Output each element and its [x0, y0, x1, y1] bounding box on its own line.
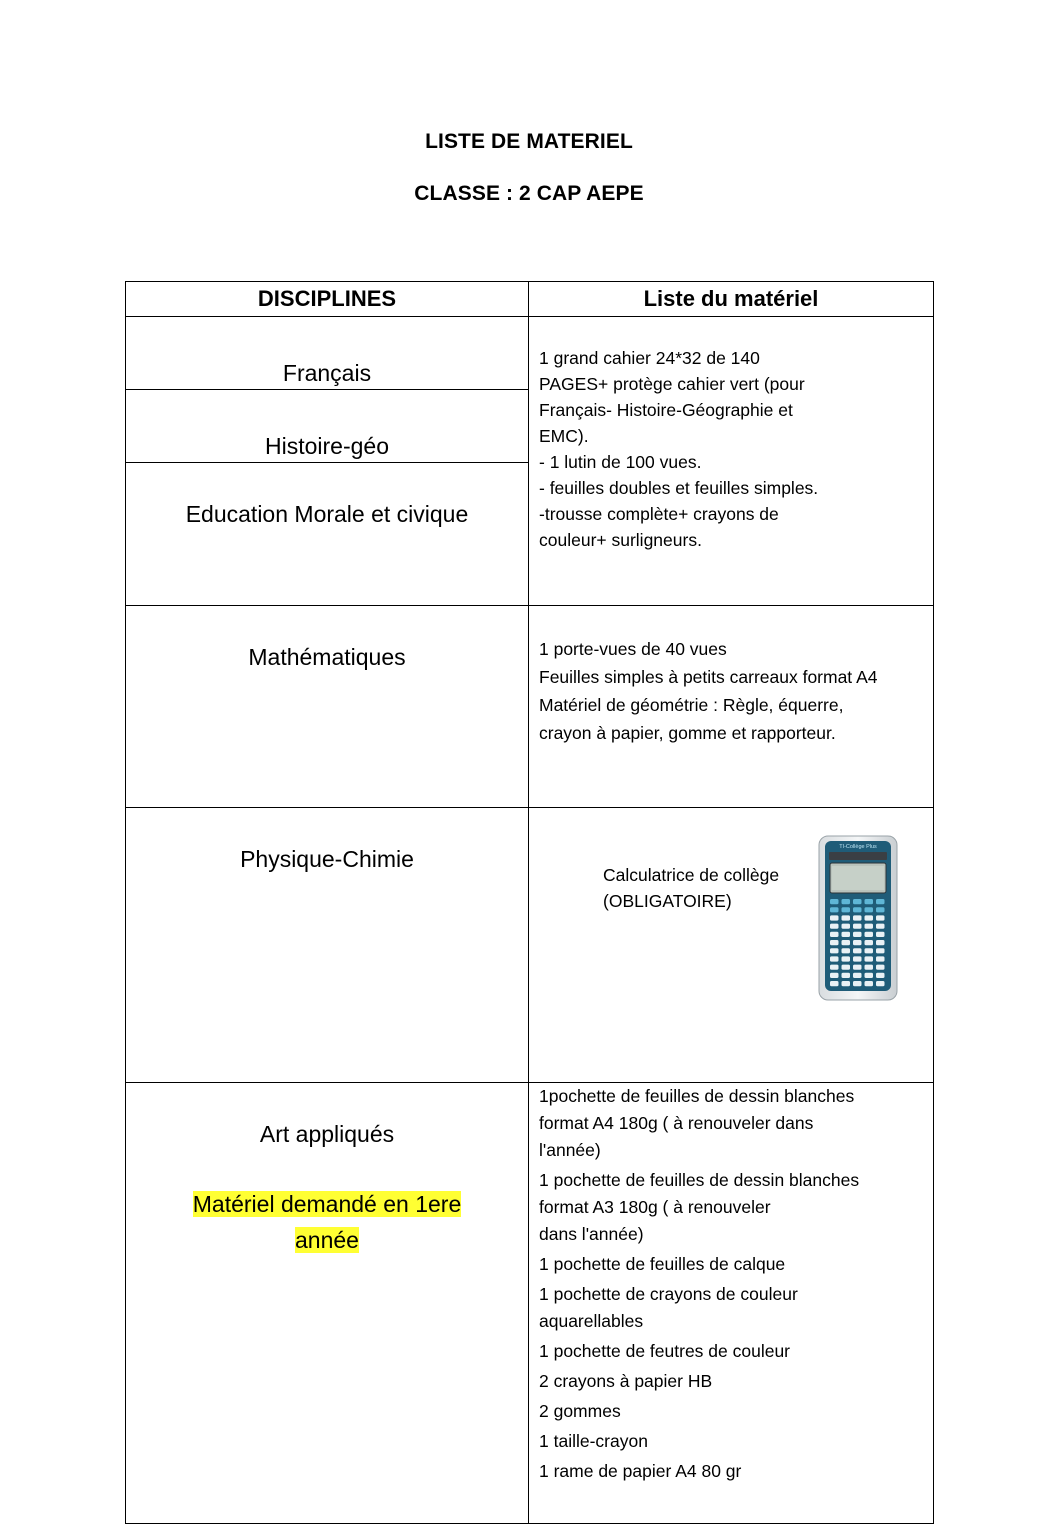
calculator-key	[876, 915, 885, 920]
list-item: - feuilles doubles et feuilles simples.	[539, 478, 819, 498]
calculator-key	[876, 899, 885, 904]
header-disciplines: DISCIPLINES	[126, 282, 529, 317]
discipline-histoire-geo: Histoire-géo	[126, 390, 529, 463]
calculator-key	[830, 924, 839, 929]
calculator-key	[842, 932, 851, 937]
calculator-key	[853, 965, 862, 970]
list-item: (OBLIGATOIRE)	[603, 891, 732, 911]
calculator-key	[865, 915, 874, 920]
table-row	[126, 317, 934, 390]
header-material-list: Liste du matériel	[529, 282, 934, 317]
calculator-key	[876, 973, 885, 978]
calculator-key	[830, 948, 839, 953]
calculator-key	[876, 956, 885, 961]
calculator-key	[865, 965, 874, 970]
calculator-key	[853, 948, 862, 953]
list-item: PAGES+ protège cahier vert (pour	[539, 374, 805, 394]
calculator-key	[853, 899, 862, 904]
list-item: EMC).	[539, 426, 589, 446]
calculator-key	[865, 924, 874, 929]
list-item: Français- Histoire-Géographie et	[539, 400, 793, 420]
calculator-text	[603, 862, 779, 914]
calculator-key	[853, 956, 862, 961]
calculator-key	[830, 899, 839, 904]
calculator-key	[842, 956, 851, 961]
highlighted-note-line: année	[295, 1227, 359, 1253]
material-list-physique	[529, 808, 934, 1083]
list-item: 1 pochette de feuilles de dessin blanches	[539, 1170, 860, 1190]
calculator-key	[876, 965, 885, 970]
calculator-key	[853, 915, 862, 920]
calculator-key	[853, 932, 862, 937]
calculator-key	[865, 932, 874, 937]
document-title: LISTE DE MATERIEL	[425, 130, 633, 153]
calculator-key	[876, 948, 885, 953]
table-row	[126, 606, 934, 808]
list-item: - 1 lutin de 100 vues.	[539, 452, 702, 472]
material-table	[125, 281, 934, 1524]
list-item: l'année)	[539, 1140, 601, 1160]
calculator-icon	[818, 835, 898, 1001]
calculator-key	[842, 899, 851, 904]
list-item: 1 pochette de feutres de couleur	[539, 1341, 791, 1361]
list-item: Matériel de géométrie : Règle, équerre,	[539, 695, 844, 715]
calculator-key	[853, 973, 862, 978]
highlighted-note-line: Matériel demandé en 1ere	[192, 1191, 462, 1217]
list-item: crayon à papier, gomme et rapporteur.	[539, 723, 836, 743]
discipline-mathematiques: Mathématiques	[126, 606, 529, 808]
list-item: aquarellables	[539, 1311, 644, 1331]
calculator-key	[876, 907, 885, 912]
calculator-brand: TI-Collège Plus	[839, 844, 877, 850]
calculator-key	[876, 940, 885, 945]
calculator-key	[842, 907, 851, 912]
material-list-art	[529, 1083, 934, 1524]
calculator-key	[830, 907, 839, 912]
list-item: -trousse complète+ crayons de	[539, 504, 779, 524]
calculator-key	[865, 948, 874, 953]
calculator-key	[830, 973, 839, 978]
list-item: 1 pochette de crayons de couleur	[539, 1284, 798, 1304]
calculator-key	[865, 940, 874, 945]
list-item: Feuilles simples à petits carreaux format A4	[539, 667, 878, 687]
calculator-key	[853, 940, 862, 945]
calculator-key	[876, 981, 885, 986]
calculator-key	[830, 915, 839, 920]
list-item: 2 gommes	[539, 1401, 621, 1421]
material-list-maths	[529, 606, 934, 808]
table-row	[126, 1083, 934, 1524]
calculator-key	[853, 981, 862, 986]
list-item: 1pochette de feuilles de dessin blanches	[539, 1086, 855, 1106]
table-row	[126, 808, 934, 1083]
list-item: format A3 180g ( à renouveler	[539, 1197, 771, 1217]
discipline-emc: Education Morale et civique	[126, 463, 529, 606]
list-item: dans l'année)	[539, 1224, 644, 1244]
list-item: 1 pochette de feuilles de calque	[539, 1254, 786, 1274]
calculator-key	[865, 907, 874, 912]
list-item: 1 grand cahier 24*32 de 140	[539, 348, 760, 368]
list-item: Calculatrice de collège	[603, 865, 780, 885]
calculator-key	[830, 981, 839, 986]
art-discipline-name: Art appliqués	[259, 1121, 395, 1147]
calculator-key	[865, 973, 874, 978]
calculator-key	[830, 932, 839, 937]
first-year-note	[126, 1186, 528, 1258]
calculator-key	[830, 940, 839, 945]
discipline-physique-chimie: Physique-Chimie	[126, 808, 529, 1083]
discipline-francais: Français	[126, 317, 529, 390]
calculator-key	[842, 973, 851, 978]
calculator-key	[842, 924, 851, 929]
calculator-key	[830, 965, 839, 970]
calculator-key	[865, 899, 874, 904]
list-item: 1 taille-crayon	[539, 1431, 648, 1451]
table-header-row	[126, 282, 934, 317]
calculator-key	[865, 956, 874, 961]
discipline-art-appliques	[126, 1083, 529, 1524]
calculator-key	[842, 915, 851, 920]
calculator-key	[842, 940, 851, 945]
calculator-key	[853, 924, 862, 929]
calculator-key	[876, 924, 885, 929]
class-label: CLASSE : 2 CAP AEPE	[414, 182, 644, 205]
list-item: 2 crayons à papier HB	[539, 1371, 713, 1391]
list-item: 1 rame de papier A4 80 gr	[539, 1461, 742, 1481]
calculator-key	[842, 965, 851, 970]
calculator-key	[842, 948, 851, 953]
list-item: format A4 180g ( à renouveler dans	[539, 1113, 814, 1133]
calculator-key	[853, 907, 862, 912]
calculator-key	[830, 956, 839, 961]
calculator-key	[876, 932, 885, 937]
calculator-key	[842, 981, 851, 986]
list-item: 1 porte-vues de 40 vues	[539, 639, 727, 659]
material-list-francais	[529, 317, 934, 606]
list-item: couleur+ surligneurs.	[539, 530, 702, 550]
calculator-key	[865, 981, 874, 986]
